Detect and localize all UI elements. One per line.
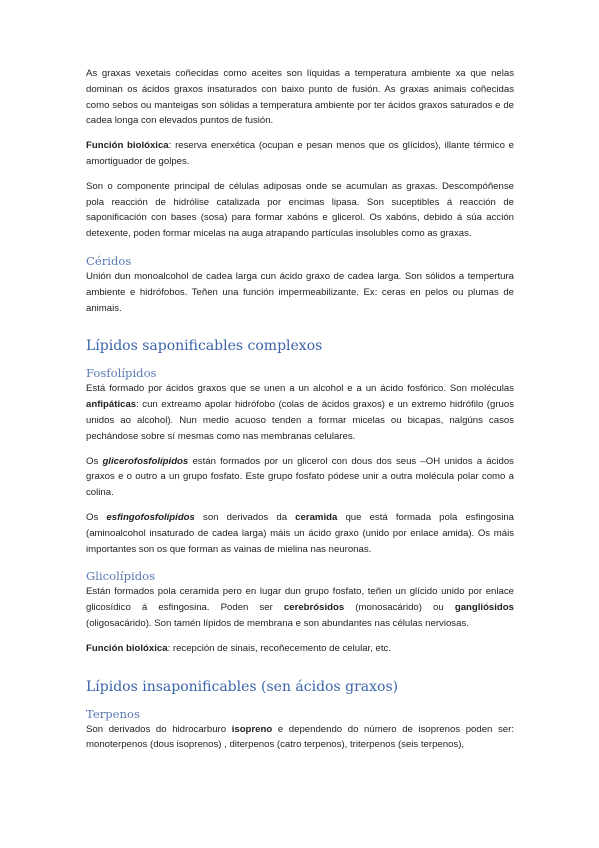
text-run: : reserva enerxética (ocupan e pesan menos que os glícidos), illante térmico e amortiguador de golpes. [86, 140, 514, 167]
text-run: son derivados da [194, 511, 296, 523]
paragraph [86, 510, 514, 557]
bold-term: gangliósidos [454, 602, 514, 614]
text-run: que está formada pola esfingosina (aminoalcohol insaturado de cadea larga) máis un ácido graxo (unido por enlace amida). Os máis importantes son os que forman as vainas de mielina nas neuronas. [86, 511, 514, 555]
paragraph: Son o componente principal de células adiposas onde se acumulan as graxas. Descompóñense pola reacción de hidrólise catalizada por encimas lipasa. Son suceptibles á reacción de saponificación con bases (sosa) para formar xabóns e glicerol. Os xabóns, debido á súa acción detexente, poden formar micelas na auga atrapando partículas insolubles como as graxas. [86, 180, 514, 240]
paragraph [86, 584, 514, 631]
text-run: (monosacárido) ou [344, 602, 455, 614]
paragraph [86, 641, 514, 657]
bold-term: isopreno [231, 723, 273, 735]
bold-term: glicerofosfolípidos [102, 455, 189, 467]
text-run: (oligosacárido). Son tamén lípidos de membrana e son abundantes nas células nerviosas. [86, 617, 469, 629]
section-heading: Lípidos saponificables complexos [86, 338, 323, 355]
subsection-heading: Terpenos [86, 706, 140, 721]
bold-term: anfipáticas [86, 399, 137, 411]
paragraph: Unión dun monoalcohol de cadea larga cun ácido graxo de cadea larga. Son sólidos a tempertura ambiente e hidrófobos. Teñen una función impermeabilizante. Ex: ceras en pelos ou plumas de animais. [86, 270, 514, 314]
paragraph: As graxas vexetais coñecidas como aceites son líquidas a temperatura ambiente xa que nelas dominan os ácidos graxos insaturados con baixo punto de fusión. As graxas animais coñecidas como sebos ou manteigas son sólidas a temperatura ambiente por ter ácidos graxos saturados e de cadea longa con elevados puntos de fusión. [86, 68, 514, 127]
text-run: están formados por un glicerol con dous dos seus –OH unidos a ácidos graxos e o outro a un grupo fosfato. Este grupo fosfato pódese unir a outra molécula polar como a colina. [86, 455, 514, 499]
subsection-heading: Fosfolípidos [86, 366, 157, 381]
bold-term: ceramida [295, 511, 338, 523]
document-body [86, 66, 514, 753]
paragraph [86, 138, 514, 170]
text-run: Son derivados do hidrocarburo [86, 723, 232, 735]
subsection-heading: Glicolípidos [86, 569, 156, 584]
section-heading: Lípidos insaponificables (sen ácidos graxos) [86, 678, 399, 695]
bold-term: esfingofosfolípidos [106, 511, 195, 523]
text-run: Os [86, 511, 107, 523]
text-run: e dependendo do número de isoprenos poden ser: monoterpenos (dous isoprenos) , diterpenos (catro terpenos), triterpenos (seis terpenos), [86, 723, 514, 751]
paragraph [86, 454, 514, 501]
bold-term: cerebrósidos [283, 602, 345, 614]
text-run: Os [86, 455, 103, 467]
text-run: Están formados pola ceramida pero en lugar dun grupo fosfato, teñen un glícido unido por enlace glicosídico á esfingosina. Poden ser [86, 586, 514, 614]
subsection-heading: Céridos [86, 253, 132, 268]
paragraph [86, 381, 514, 444]
paragraph [86, 722, 514, 754]
text-run: : recepción de sinais, recoñecemento de celular, etc. [167, 642, 392, 654]
text-run: : cun extreamo apolar hidrófobo (colas de ácidos graxos) e un extremo hidrófilo (gruos unidos ao alcohol). Nun medio acuoso tenden a formar micelas ou bicapas, nalgúns casos pechándose sobre sí mesmas como nas membranas celulares. [86, 399, 514, 442]
bold-term: Función biolóxica [86, 642, 168, 654]
text-run: Está formado por ácidos graxos que se unen a un alcohol e a un ácido fosfórico. Son moléculas [86, 383, 514, 395]
bold-term: Función biolóxica [86, 140, 169, 152]
